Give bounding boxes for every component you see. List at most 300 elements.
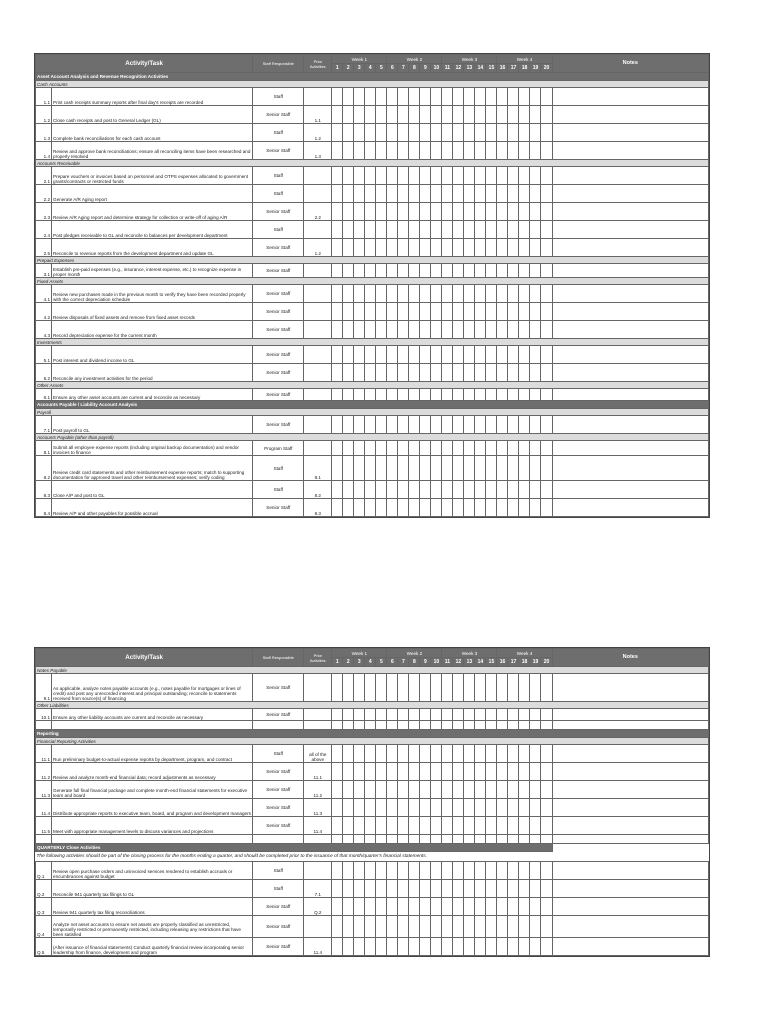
day-checkbox-cell[interactable] [398, 817, 409, 835]
day-checkbox-cell[interactable] [519, 799, 530, 817]
day-checkbox-cell[interactable] [354, 456, 365, 481]
day-checkbox-cell[interactable] [387, 880, 398, 898]
day-checkbox-cell[interactable] [486, 817, 497, 835]
day-checkbox-cell[interactable] [530, 124, 541, 142]
day-checkbox-cell[interactable] [541, 781, 552, 799]
day-checkbox-cell[interactable] [497, 416, 508, 434]
day-checkbox-cell[interactable] [332, 441, 343, 456]
day-checkbox-cell[interactable] [409, 441, 420, 456]
day-checkbox-cell[interactable] [530, 389, 541, 401]
day-checkbox-cell[interactable] [464, 499, 475, 517]
day-checkbox-cell[interactable] [508, 481, 519, 499]
day-checkbox-cell[interactable] [530, 862, 541, 880]
day-checkbox-cell[interactable] [442, 239, 453, 257]
day-checkbox-cell[interactable] [530, 709, 541, 721]
day-checkbox-cell[interactable] [486, 880, 497, 898]
day-checkbox-cell[interactable] [398, 781, 409, 799]
day-checkbox-cell[interactable] [343, 167, 354, 185]
day-checkbox-cell[interactable] [409, 499, 420, 517]
day-checkbox-cell[interactable] [541, 916, 552, 938]
day-checkbox-cell[interactable] [398, 441, 409, 456]
day-checkbox-cell[interactable] [409, 938, 420, 956]
notes-cell[interactable] [552, 303, 708, 321]
day-checkbox-cell[interactable] [453, 481, 464, 499]
day-checkbox-cell[interactable] [475, 364, 486, 382]
day-checkbox-cell[interactable] [442, 285, 453, 303]
day-checkbox-cell[interactable] [541, 799, 552, 817]
day-checkbox-cell[interactable] [376, 303, 387, 321]
day-checkbox-cell[interactable] [508, 441, 519, 456]
day-checkbox-cell[interactable] [475, 817, 486, 835]
day-checkbox-cell[interactable] [376, 916, 387, 938]
day-checkbox-cell[interactable] [420, 456, 431, 481]
day-checkbox-cell[interactable] [508, 799, 519, 817]
day-checkbox-cell[interactable] [530, 938, 541, 956]
day-checkbox-cell[interactable] [387, 389, 398, 401]
day-checkbox-cell[interactable] [541, 203, 552, 221]
day-checkbox-cell[interactable] [530, 203, 541, 221]
day-checkbox-cell[interactable] [519, 285, 530, 303]
day-checkbox-cell[interactable] [398, 799, 409, 817]
day-checkbox-cell[interactable] [398, 862, 409, 880]
day-checkbox-cell[interactable] [365, 185, 376, 203]
day-checkbox-cell[interactable] [530, 880, 541, 898]
day-checkbox-cell[interactable] [387, 709, 398, 721]
day-checkbox-cell[interactable] [519, 880, 530, 898]
day-checkbox-cell[interactable] [398, 880, 409, 898]
day-checkbox-cell[interactable] [442, 88, 453, 106]
day-checkbox-cell[interactable] [519, 481, 530, 499]
day-checkbox-cell[interactable] [453, 167, 464, 185]
day-checkbox-cell[interactable] [453, 88, 464, 106]
day-checkbox-cell[interactable] [475, 674, 486, 702]
day-checkbox-cell[interactable] [475, 709, 486, 721]
day-checkbox-cell[interactable] [453, 745, 464, 763]
day-checkbox-cell[interactable] [343, 106, 354, 124]
day-checkbox-cell[interactable] [398, 239, 409, 257]
notes-cell[interactable] [552, 88, 708, 106]
day-checkbox-cell[interactable] [332, 817, 343, 835]
day-checkbox-cell[interactable] [376, 239, 387, 257]
day-checkbox-cell[interactable] [453, 239, 464, 257]
day-checkbox-cell[interactable] [365, 142, 376, 160]
notes-cell[interactable] [552, 285, 708, 303]
day-checkbox-cell[interactable] [508, 185, 519, 203]
day-checkbox-cell[interactable] [398, 745, 409, 763]
day-checkbox-cell[interactable] [354, 709, 365, 721]
day-checkbox-cell[interactable] [398, 185, 409, 203]
day-checkbox-cell[interactable] [398, 416, 409, 434]
notes-cell[interactable] [552, 264, 708, 278]
notes-cell[interactable] [552, 499, 708, 517]
day-checkbox-cell[interactable] [541, 880, 552, 898]
day-checkbox-cell[interactable] [519, 203, 530, 221]
day-checkbox-cell[interactable] [442, 203, 453, 221]
day-checkbox-cell[interactable] [431, 416, 442, 434]
day-checkbox-cell[interactable] [387, 142, 398, 160]
day-checkbox-cell[interactable] [497, 285, 508, 303]
day-checkbox-cell[interactable] [365, 321, 376, 339]
day-checkbox-cell[interactable] [541, 221, 552, 239]
day-checkbox-cell[interactable] [376, 142, 387, 160]
day-checkbox-cell[interactable] [431, 481, 442, 499]
day-checkbox-cell[interactable] [541, 264, 552, 278]
day-checkbox-cell[interactable] [343, 880, 354, 898]
day-checkbox-cell[interactable] [420, 880, 431, 898]
day-checkbox-cell[interactable] [365, 389, 376, 401]
day-checkbox-cell[interactable] [420, 817, 431, 835]
day-checkbox-cell[interactable] [475, 203, 486, 221]
day-checkbox-cell[interactable] [486, 303, 497, 321]
day-checkbox-cell[interactable] [365, 880, 376, 898]
day-checkbox-cell[interactable] [508, 709, 519, 721]
notes-cell[interactable] [552, 763, 708, 781]
day-checkbox-cell[interactable] [343, 763, 354, 781]
day-checkbox-cell[interactable] [387, 456, 398, 481]
day-checkbox-cell[interactable] [486, 124, 497, 142]
day-checkbox-cell[interactable] [497, 203, 508, 221]
day-checkbox-cell[interactable] [530, 481, 541, 499]
day-checkbox-cell[interactable] [497, 799, 508, 817]
day-checkbox-cell[interactable] [332, 346, 343, 364]
day-checkbox-cell[interactable] [387, 898, 398, 916]
day-checkbox-cell[interactable] [409, 167, 420, 185]
day-checkbox-cell[interactable] [365, 221, 376, 239]
day-checkbox-cell[interactable] [497, 456, 508, 481]
day-checkbox-cell[interactable] [453, 709, 464, 721]
day-checkbox-cell[interactable] [453, 364, 464, 382]
day-checkbox-cell[interactable] [464, 389, 475, 401]
day-checkbox-cell[interactable] [508, 389, 519, 401]
day-checkbox-cell[interactable] [365, 124, 376, 142]
day-checkbox-cell[interactable] [409, 898, 420, 916]
day-checkbox-cell[interactable] [442, 167, 453, 185]
day-checkbox-cell[interactable] [530, 441, 541, 456]
day-checkbox-cell[interactable] [431, 264, 442, 278]
day-checkbox-cell[interactable] [398, 346, 409, 364]
day-checkbox-cell[interactable] [409, 285, 420, 303]
day-checkbox-cell[interactable] [464, 346, 475, 364]
day-checkbox-cell[interactable] [387, 346, 398, 364]
day-checkbox-cell[interactable] [398, 674, 409, 702]
day-checkbox-cell[interactable] [497, 481, 508, 499]
day-checkbox-cell[interactable] [387, 239, 398, 257]
notes-cell[interactable] [552, 346, 708, 364]
day-checkbox-cell[interactable] [354, 142, 365, 160]
day-checkbox-cell[interactable] [343, 781, 354, 799]
day-checkbox-cell[interactable] [409, 916, 420, 938]
day-checkbox-cell[interactable] [420, 898, 431, 916]
day-checkbox-cell[interactable] [343, 389, 354, 401]
day-checkbox-cell[interactable] [541, 674, 552, 702]
day-checkbox-cell[interactable] [387, 167, 398, 185]
day-checkbox-cell[interactable] [332, 416, 343, 434]
day-checkbox-cell[interactable] [376, 817, 387, 835]
day-checkbox-cell[interactable] [332, 106, 343, 124]
day-checkbox-cell[interactable] [365, 745, 376, 763]
day-checkbox-cell[interactable] [475, 285, 486, 303]
day-checkbox-cell[interactable] [387, 745, 398, 763]
day-checkbox-cell[interactable] [475, 441, 486, 456]
day-checkbox-cell[interactable] [332, 124, 343, 142]
day-checkbox-cell[interactable] [530, 264, 541, 278]
notes-cell[interactable] [552, 239, 708, 257]
day-checkbox-cell[interactable] [508, 221, 519, 239]
day-checkbox-cell[interactable] [376, 389, 387, 401]
day-checkbox-cell[interactable] [464, 106, 475, 124]
day-checkbox-cell[interactable] [530, 142, 541, 160]
day-checkbox-cell[interactable] [486, 346, 497, 364]
day-checkbox-cell[interactable] [530, 781, 541, 799]
day-checkbox-cell[interactable] [354, 817, 365, 835]
day-checkbox-cell[interactable] [453, 203, 464, 221]
day-checkbox-cell[interactable] [365, 167, 376, 185]
day-checkbox-cell[interactable] [541, 124, 552, 142]
day-checkbox-cell[interactable] [508, 416, 519, 434]
day-checkbox-cell[interactable] [376, 221, 387, 239]
day-checkbox-cell[interactable] [354, 799, 365, 817]
day-checkbox-cell[interactable] [464, 203, 475, 221]
day-checkbox-cell[interactable] [332, 481, 343, 499]
day-checkbox-cell[interactable] [475, 880, 486, 898]
day-checkbox-cell[interactable] [376, 880, 387, 898]
notes-cell[interactable] [552, 364, 708, 382]
day-checkbox-cell[interactable] [431, 239, 442, 257]
day-checkbox-cell[interactable] [464, 239, 475, 257]
notes-cell[interactable] [552, 898, 708, 916]
day-checkbox-cell[interactable] [343, 709, 354, 721]
day-checkbox-cell[interactable] [519, 142, 530, 160]
day-checkbox-cell[interactable] [376, 674, 387, 702]
day-checkbox-cell[interactable] [354, 389, 365, 401]
day-checkbox-cell[interactable] [475, 185, 486, 203]
notes-cell[interactable] [552, 185, 708, 203]
day-checkbox-cell[interactable] [464, 763, 475, 781]
day-checkbox-cell[interactable] [343, 862, 354, 880]
day-checkbox-cell[interactable] [508, 88, 519, 106]
day-checkbox-cell[interactable] [475, 239, 486, 257]
day-checkbox-cell[interactable] [530, 416, 541, 434]
day-checkbox-cell[interactable] [530, 239, 541, 257]
day-checkbox-cell[interactable] [442, 481, 453, 499]
day-checkbox-cell[interactable] [486, 321, 497, 339]
day-checkbox-cell[interactable] [530, 799, 541, 817]
day-checkbox-cell[interactable] [376, 416, 387, 434]
day-checkbox-cell[interactable] [431, 916, 442, 938]
day-checkbox-cell[interactable] [343, 321, 354, 339]
day-checkbox-cell[interactable] [431, 880, 442, 898]
day-checkbox-cell[interactable] [354, 203, 365, 221]
day-checkbox-cell[interactable] [530, 916, 541, 938]
day-checkbox-cell[interactable] [398, 481, 409, 499]
day-checkbox-cell[interactable] [409, 106, 420, 124]
day-checkbox-cell[interactable] [376, 862, 387, 880]
day-checkbox-cell[interactable] [475, 456, 486, 481]
day-checkbox-cell[interactable] [486, 499, 497, 517]
day-checkbox-cell[interactable] [398, 364, 409, 382]
day-checkbox-cell[interactable] [453, 763, 464, 781]
day-checkbox-cell[interactable] [398, 124, 409, 142]
day-checkbox-cell[interactable] [343, 88, 354, 106]
day-checkbox-cell[interactable] [442, 303, 453, 321]
day-checkbox-cell[interactable] [453, 799, 464, 817]
day-checkbox-cell[interactable] [475, 481, 486, 499]
day-checkbox-cell[interactable] [387, 185, 398, 203]
day-checkbox-cell[interactable] [398, 303, 409, 321]
day-checkbox-cell[interactable] [486, 221, 497, 239]
day-checkbox-cell[interactable] [354, 239, 365, 257]
day-checkbox-cell[interactable] [343, 916, 354, 938]
day-checkbox-cell[interactable] [508, 285, 519, 303]
day-checkbox-cell[interactable] [519, 499, 530, 517]
day-checkbox-cell[interactable] [497, 389, 508, 401]
day-checkbox-cell[interactable] [497, 674, 508, 702]
day-checkbox-cell[interactable] [541, 416, 552, 434]
day-checkbox-cell[interactable] [332, 285, 343, 303]
day-checkbox-cell[interactable] [409, 709, 420, 721]
day-checkbox-cell[interactable] [486, 481, 497, 499]
day-checkbox-cell[interactable] [453, 285, 464, 303]
day-checkbox-cell[interactable] [398, 389, 409, 401]
day-checkbox-cell[interactable] [453, 416, 464, 434]
day-checkbox-cell[interactable] [486, 799, 497, 817]
day-checkbox-cell[interactable] [464, 898, 475, 916]
day-checkbox-cell[interactable] [486, 167, 497, 185]
day-checkbox-cell[interactable] [475, 106, 486, 124]
day-checkbox-cell[interactable] [475, 898, 486, 916]
day-checkbox-cell[interactable] [464, 416, 475, 434]
day-checkbox-cell[interactable] [387, 303, 398, 321]
day-checkbox-cell[interactable] [354, 781, 365, 799]
day-checkbox-cell[interactable] [431, 674, 442, 702]
day-checkbox-cell[interactable] [486, 938, 497, 956]
day-checkbox-cell[interactable] [530, 817, 541, 835]
day-checkbox-cell[interactable] [530, 303, 541, 321]
day-checkbox-cell[interactable] [508, 781, 519, 799]
day-checkbox-cell[interactable] [530, 167, 541, 185]
day-checkbox-cell[interactable] [464, 916, 475, 938]
day-checkbox-cell[interactable] [354, 303, 365, 321]
day-checkbox-cell[interactable] [387, 862, 398, 880]
day-checkbox-cell[interactable] [464, 167, 475, 185]
day-checkbox-cell[interactable] [398, 499, 409, 517]
day-checkbox-cell[interactable] [486, 763, 497, 781]
day-checkbox-cell[interactable] [508, 916, 519, 938]
day-checkbox-cell[interactable] [530, 221, 541, 239]
day-checkbox-cell[interactable] [420, 321, 431, 339]
day-checkbox-cell[interactable] [376, 285, 387, 303]
day-checkbox-cell[interactable] [497, 763, 508, 781]
day-checkbox-cell[interactable] [376, 456, 387, 481]
day-checkbox-cell[interactable] [387, 203, 398, 221]
day-checkbox-cell[interactable] [453, 142, 464, 160]
day-checkbox-cell[interactable] [475, 862, 486, 880]
day-checkbox-cell[interactable] [453, 303, 464, 321]
day-checkbox-cell[interactable] [398, 916, 409, 938]
day-checkbox-cell[interactable] [497, 709, 508, 721]
notes-cell[interactable] [552, 938, 708, 956]
day-checkbox-cell[interactable] [398, 321, 409, 339]
day-checkbox-cell[interactable] [541, 389, 552, 401]
day-checkbox-cell[interactable] [343, 938, 354, 956]
day-checkbox-cell[interactable] [519, 456, 530, 481]
day-checkbox-cell[interactable] [453, 499, 464, 517]
notes-cell[interactable] [552, 456, 708, 481]
day-checkbox-cell[interactable] [365, 441, 376, 456]
notes-cell[interactable] [552, 817, 708, 835]
day-checkbox-cell[interactable] [497, 916, 508, 938]
day-checkbox-cell[interactable] [332, 674, 343, 702]
day-checkbox-cell[interactable] [486, 389, 497, 401]
day-checkbox-cell[interactable] [442, 389, 453, 401]
day-checkbox-cell[interactable] [365, 106, 376, 124]
day-checkbox-cell[interactable] [453, 898, 464, 916]
day-checkbox-cell[interactable] [431, 185, 442, 203]
day-checkbox-cell[interactable] [497, 167, 508, 185]
day-checkbox-cell[interactable] [376, 898, 387, 916]
day-checkbox-cell[interactable] [530, 499, 541, 517]
day-checkbox-cell[interactable] [354, 745, 365, 763]
day-checkbox-cell[interactable] [332, 938, 343, 956]
day-checkbox-cell[interactable] [497, 862, 508, 880]
day-checkbox-cell[interactable] [541, 167, 552, 185]
day-checkbox-cell[interactable] [343, 285, 354, 303]
day-checkbox-cell[interactable] [398, 709, 409, 721]
day-checkbox-cell[interactable] [530, 763, 541, 781]
notes-cell[interactable] [552, 745, 708, 763]
day-checkbox-cell[interactable] [497, 264, 508, 278]
day-checkbox-cell[interactable] [442, 674, 453, 702]
day-checkbox-cell[interactable] [519, 167, 530, 185]
day-checkbox-cell[interactable] [354, 285, 365, 303]
day-checkbox-cell[interactable] [530, 321, 541, 339]
day-checkbox-cell[interactable] [409, 416, 420, 434]
day-checkbox-cell[interactable] [431, 364, 442, 382]
day-checkbox-cell[interactable] [486, 709, 497, 721]
day-checkbox-cell[interactable] [387, 441, 398, 456]
day-checkbox-cell[interactable] [420, 481, 431, 499]
day-checkbox-cell[interactable] [464, 124, 475, 142]
day-checkbox-cell[interactable] [530, 346, 541, 364]
day-checkbox-cell[interactable] [420, 499, 431, 517]
day-checkbox-cell[interactable] [442, 799, 453, 817]
day-checkbox-cell[interactable] [541, 709, 552, 721]
day-checkbox-cell[interactable] [365, 817, 376, 835]
day-checkbox-cell[interactable] [475, 389, 486, 401]
notes-cell[interactable] [552, 106, 708, 124]
day-checkbox-cell[interactable] [541, 862, 552, 880]
day-checkbox-cell[interactable] [332, 239, 343, 257]
day-checkbox-cell[interactable] [343, 142, 354, 160]
day-checkbox-cell[interactable] [409, 88, 420, 106]
day-checkbox-cell[interactable] [354, 364, 365, 382]
day-checkbox-cell[interactable] [442, 364, 453, 382]
day-checkbox-cell[interactable] [442, 221, 453, 239]
day-checkbox-cell[interactable] [387, 221, 398, 239]
day-checkbox-cell[interactable] [376, 799, 387, 817]
day-checkbox-cell[interactable] [453, 938, 464, 956]
day-checkbox-cell[interactable] [332, 880, 343, 898]
day-checkbox-cell[interactable] [475, 745, 486, 763]
day-checkbox-cell[interactable] [442, 321, 453, 339]
notes-cell[interactable] [552, 221, 708, 239]
day-checkbox-cell[interactable] [332, 185, 343, 203]
day-checkbox-cell[interactable] [387, 938, 398, 956]
day-checkbox-cell[interactable] [431, 106, 442, 124]
day-checkbox-cell[interactable] [486, 674, 497, 702]
day-checkbox-cell[interactable] [464, 709, 475, 721]
notes-cell[interactable] [552, 124, 708, 142]
